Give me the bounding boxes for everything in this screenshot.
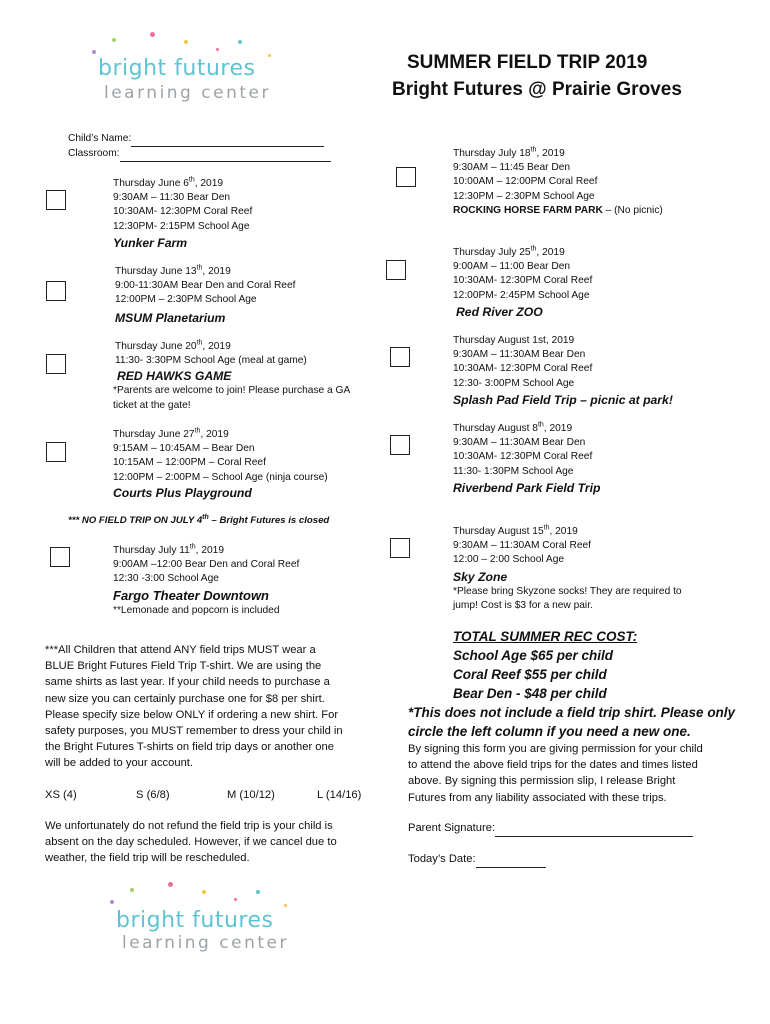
logo-dot: [216, 48, 219, 51]
trip-checkbox-june-20[interactable]: [46, 354, 66, 374]
trip-time-line: 10:30AM- 12:30PM Coral Reef: [453, 363, 593, 375]
logo-dot: [184, 40, 188, 44]
trip-name: Red River ZOO: [456, 304, 543, 319]
logo-dot: [256, 890, 260, 894]
trip-name: Riverbend Park Field Trip: [453, 480, 601, 495]
shirt-cost-note-line1: *This does not include a field trip shirt. Please only: [408, 705, 736, 720]
logo-top: [88, 28, 278, 108]
logo-text-line2: learning center: [104, 83, 271, 103]
logo-dot: [130, 888, 134, 892]
parent-signature-row: [408, 820, 693, 837]
trip-name: Sky Zone: [453, 569, 508, 584]
trip-time-line: 12:30 -3:00 School Age: [113, 573, 219, 585]
logo-dot: [150, 32, 155, 37]
child-name-row: [68, 132, 324, 147]
trip-name: Fargo Theater Downtown: [113, 587, 269, 603]
shirt-info-line: ***All Children that attend ANY field trips MUST wear a: [45, 644, 316, 656]
trip-date: Thursday August 8th, 2019: [453, 421, 573, 434]
permission-line: By signing this form you are giving permission for your child: [408, 743, 703, 755]
trip-time-line: 11:30- 1:30PM School Age: [453, 465, 574, 477]
trip-checkbox-july-25[interactable]: [386, 260, 406, 280]
permission-line: above. By signing this permission slip, I release Bright: [408, 775, 676, 788]
permission-line: to attend the above field trips for the dates and times listed: [408, 759, 698, 772]
refund-info-line: absent on the day scheduled. However, if we cancel due to: [45, 836, 337, 849]
permission-line: Futures from any liability associated with these trips.: [408, 791, 667, 804]
trip-time-line: 12:30PM – 2:30PM School Age: [453, 190, 595, 202]
trip-time-line: 10:30AM- 12:30PM Coral Reef: [453, 451, 593, 463]
parent-signature-label: Parent Signature:: [408, 822, 496, 834]
trip-date: Thursday June 6th, 2019: [113, 176, 224, 189]
logo-dot: [238, 40, 242, 44]
trip-july-11: [113, 544, 299, 618]
trip-checkbox-aug-1[interactable]: [390, 347, 410, 367]
parent-signature-field[interactable]: [495, 820, 693, 837]
trip-checkbox-aug-15[interactable]: [390, 538, 410, 558]
trip-date: Thursday June 20th, 2019: [115, 339, 231, 352]
shirt-info-line: same shirts as last year. If your child needs to purchase a: [45, 676, 330, 689]
trip-note: *Please bring Skyzone socks! They are required to: [453, 585, 682, 597]
trip-name: Splash Pad Field Trip – picnic at park!: [453, 392, 673, 407]
trip-time-line: 9:00AM – 11:00 Bear Den: [453, 261, 571, 273]
shirt-size-m[interactable]: M (10/12): [227, 789, 275, 801]
cost-school-age: School Age $65 per child: [453, 648, 614, 663]
trip-july-18: [453, 147, 663, 218]
logo-text-line1: bright futures: [116, 908, 274, 933]
logo-dot: [168, 882, 173, 887]
logo-dot: [284, 904, 287, 907]
trip-note: **Lemonade and popcorn is included: [113, 604, 280, 616]
trip-date: Thursday July 11th, 2019: [113, 543, 224, 556]
trip-time-line: 12:00PM – 2:00PM – School Age (ninja course): [113, 471, 328, 483]
trip-time-line: 10:15AM – 12:00PM – Coral Reef: [113, 457, 266, 469]
shirt-info-line: the Bright Futures T-shirts on field trip days or another one: [45, 741, 334, 754]
trip-time-line: 12:00 – 2:00 School Age: [453, 554, 565, 566]
trip-time-line: 9:30AM – 11:45 Bear Den: [453, 162, 571, 174]
permission-text: [408, 741, 738, 806]
trip-checkbox-june-13[interactable]: [46, 281, 66, 301]
todays-date-field[interactable]: [476, 851, 546, 868]
trip-date: Thursday June 13th, 2019: [115, 264, 231, 277]
classroom-field[interactable]: [120, 147, 331, 162]
shirt-cost-note-line2: circle the left column if you need a new one.: [408, 724, 691, 739]
trip-note: jump! Cost is $3 for a new pair.: [453, 599, 593, 611]
trip-date: Thursday August 1st, 2019: [453, 335, 575, 346]
child-name-label: Child’s Name:: [68, 133, 132, 144]
trip-time-line: 10:30AM- 12:30PM Coral Reef: [453, 275, 593, 287]
trip-time-line: 12:30PM- 2:15PM School Age: [113, 220, 250, 232]
trip-time-line: 9:30AM – 11:30AM Bear Den: [453, 437, 586, 449]
trip-time-line: 11:30- 3:30PM School Age (meal at game): [115, 355, 307, 367]
trip-note: ticket at the gate!: [113, 399, 191, 411]
logo-dot: [202, 890, 206, 894]
trip-june-13: [115, 265, 295, 326]
trip-name: RED HAWKS GAME: [117, 369, 232, 384]
logo-dot: [234, 898, 237, 901]
shirt-info-line: new size you can certainly purchase one for $8 per shirt.: [45, 692, 325, 705]
trip-name: Yunker Farm: [113, 235, 188, 250]
trip-aug-8: [453, 422, 600, 496]
trip-time-line: 9:00AM –12:00 Bear Den and Coral Reef: [113, 559, 300, 571]
logo-dot: [92, 50, 96, 54]
trip-date: Thursday June 27th, 2019: [113, 427, 229, 440]
refund-info: [45, 818, 375, 867]
trip-time-line: 9:30AM – 11:30AM Coral Reef: [453, 540, 591, 552]
shirt-info: [45, 642, 375, 772]
trip-june-6: [113, 177, 252, 251]
trip-time-line: 9:30AM – 11:30AM Bear Den: [453, 349, 586, 361]
logo-text-line2: learning center: [122, 933, 289, 953]
classroom-label: Classroom:: [68, 148, 120, 159]
trip-july-25: [453, 246, 592, 320]
logo-text-line1: bright futures: [98, 56, 256, 81]
shirt-size-l[interactable]: L (14/16): [317, 789, 362, 801]
classroom-row: [68, 147, 331, 162]
trip-checkbox-july-18[interactable]: [396, 167, 416, 187]
trip-time-line: 12:00PM- 2:45PM School Age: [453, 289, 590, 301]
trip-june-27: [113, 428, 328, 501]
trip-june-20: [115, 340, 350, 413]
shirt-info-line: will be added to your account.: [45, 757, 194, 770]
trip-checkbox-june-6[interactable]: [46, 190, 66, 210]
closure-note: *** NO FIELD TRIP ON JULY 4th – Bright Futures is closed: [68, 513, 330, 526]
trip-name: ROCKING HORSE FARM PARK – (No picnic): [453, 204, 663, 216]
page-title-line1: SUMMER FIELD TRIP 2019: [407, 52, 648, 73]
trip-checkbox-aug-8[interactable]: [390, 435, 410, 455]
trip-time-line: 9:15AM – 10:45AM – Bear Den: [113, 443, 255, 455]
trip-note: *Parents are welcome to join! Please purchase a GA: [113, 385, 351, 397]
refund-info-line: We unfortunately do not refund the field trip is your child is: [45, 820, 333, 832]
shirt-size-s[interactable]: S (6/8): [136, 789, 170, 801]
todays-date-label: Today’s Date:: [408, 853, 476, 865]
trip-aug-1: [453, 334, 673, 408]
child-name-field[interactable]: [131, 132, 324, 147]
refund-info-line: weather, the field trip will be rescheduled.: [45, 852, 250, 865]
trip-name: Courts Plus Playground: [113, 485, 252, 500]
shirt-size-xs[interactable]: XS (4): [45, 789, 77, 801]
logo-dot: [268, 54, 271, 57]
trip-date: Thursday July 25th, 2019: [453, 245, 565, 258]
trip-date: Thursday July 18th, 2019: [453, 146, 565, 159]
logo-dot: [112, 38, 116, 42]
trip-name: MSUM Planetarium: [115, 310, 226, 325]
trip-date: Thursday August 15th, 2019: [453, 524, 578, 537]
shirt-info-line: BLUE Bright Futures Field Trip T-shirt. We are using the: [45, 660, 322, 673]
todays-date-row: [408, 851, 546, 868]
trip-time-line: 10:30AM- 12:30PM Coral Reef: [113, 206, 253, 218]
trip-time-line: 12:00PM – 2:30PM School Age: [115, 294, 257, 306]
page-title-line2: Bright Futures @ Prairie Groves: [392, 79, 682, 100]
cost-coral-reef: Coral Reef $55 per child: [453, 667, 607, 682]
trip-time-line: 9:00-11:30AM Bear Den and Coral Reef: [115, 280, 296, 292]
trip-checkbox-june-27[interactable]: [46, 442, 66, 462]
cost-heading: TOTAL SUMMER REC COST:: [453, 629, 638, 644]
trip-time-line: 10:00AM – 12:00PM Coral Reef: [453, 176, 598, 188]
trip-time-line: 12:30- 3:00PM School Age: [453, 377, 575, 389]
trip-aug-15: [453, 525, 682, 613]
trip-time-line: 9:30AM – 11:30 Bear Den: [113, 192, 231, 204]
trip-checkbox-july-11[interactable]: [50, 547, 70, 567]
shirt-info-line: safety purposes, you MUST remember to dress your child in: [45, 725, 343, 738]
cost-bear-den: Bear Den - $48 per child: [453, 686, 607, 701]
logo-dot: [110, 900, 114, 904]
shirt-info-line: Please specify size below ONLY if ordering a new shirt. For: [45, 708, 339, 721]
logo-bottom: [106, 876, 296, 956]
